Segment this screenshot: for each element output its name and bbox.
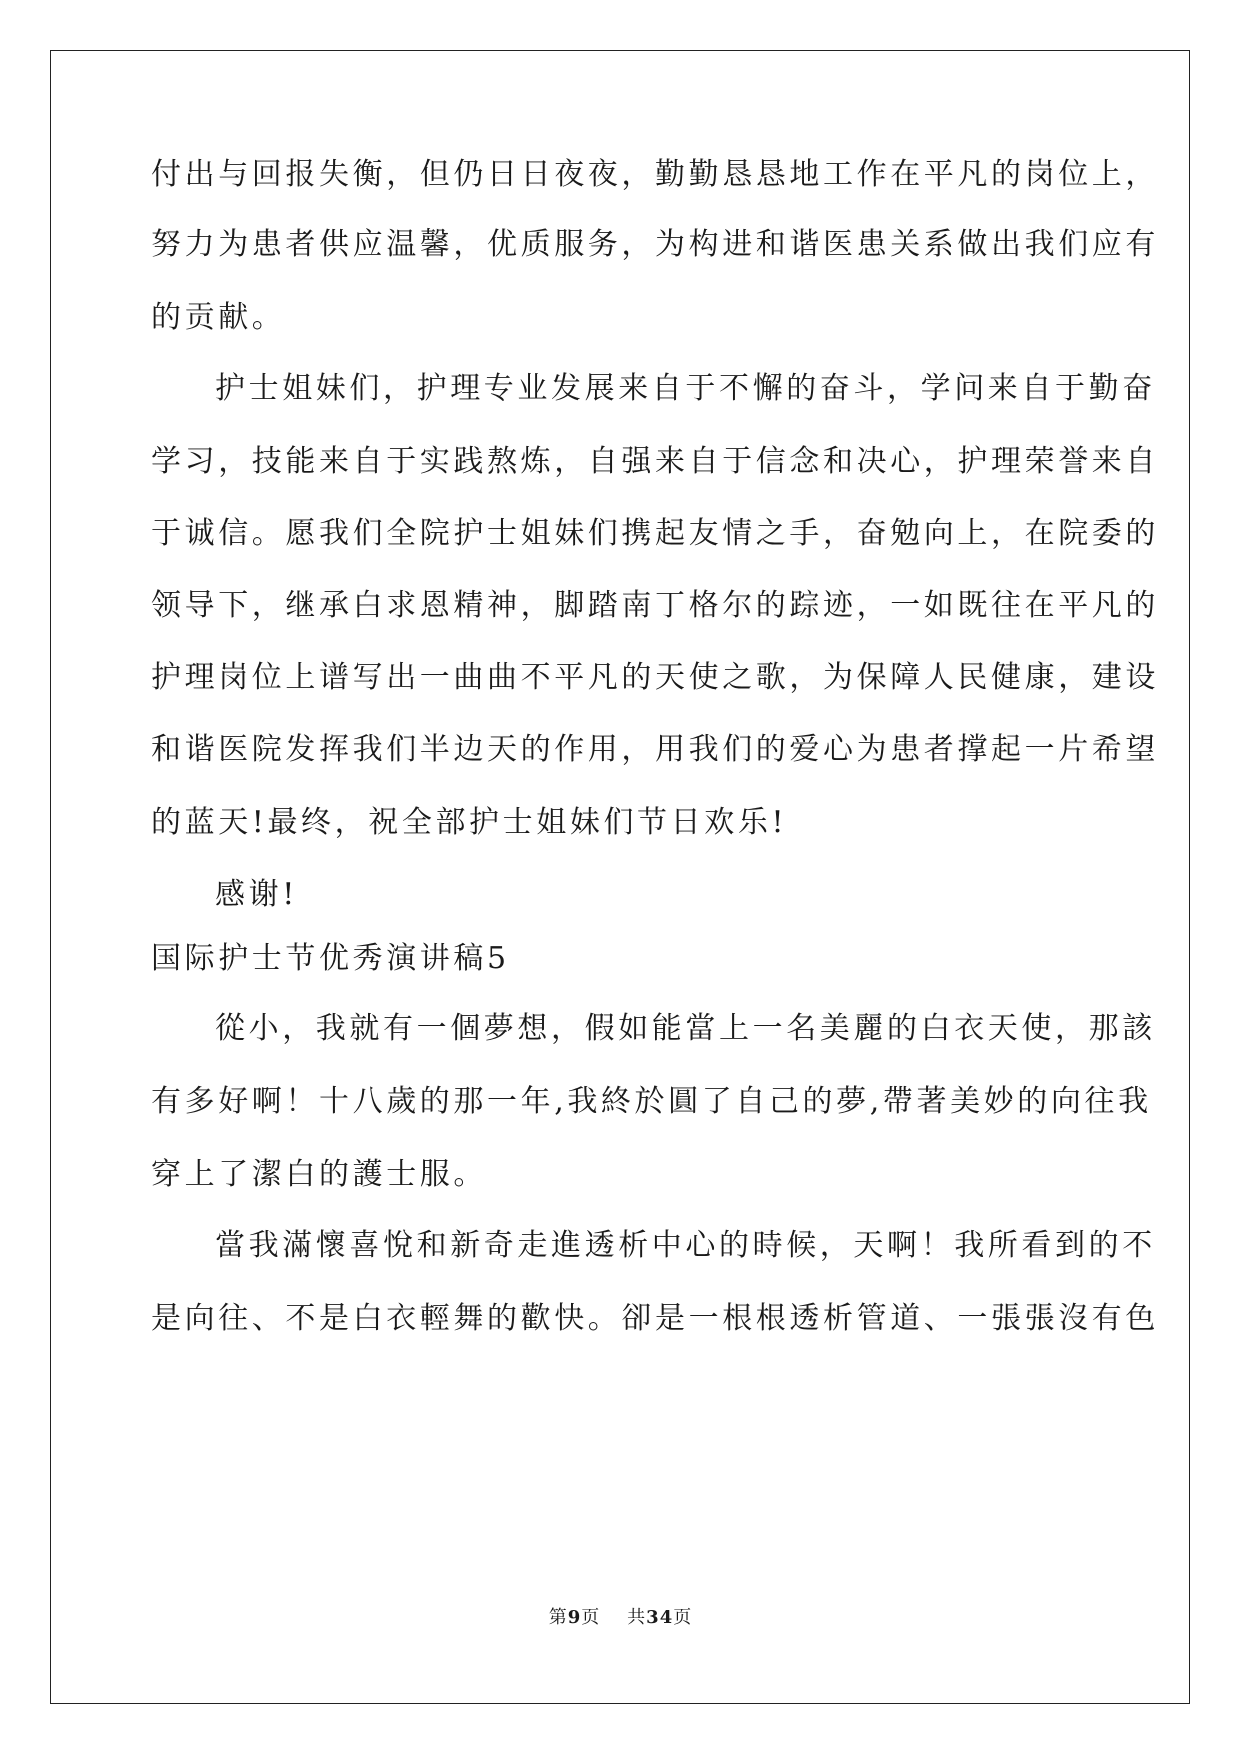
total-suffix: 页 bbox=[673, 1607, 693, 1628]
body-line: 学习，技能来自于实践熬炼，自强来自于信念和决心，护理荣誉来自 bbox=[151, 444, 1159, 479]
body-line: 付出与回报失衡，但仍日日夜夜，勤勤恳恳地工作在平凡的岗位上， bbox=[151, 157, 1159, 192]
body-line: 于诚信。愿我们全院护士姐妹们携起友情之手，奋勉向上，在院委的 bbox=[151, 516, 1159, 551]
body-line: 和谐医院发挥我们半边天的作用，用我们的爱心为患者撑起一片希望 bbox=[151, 732, 1159, 767]
paragraph-first-line: 從小，我就有一個夢想，假如能當上一名美麗的白衣天使，那該 bbox=[215, 1011, 1156, 1046]
body-line: 护理岗位上谱写出一曲曲不平凡的天使之歌，为保障人民健康，建设 bbox=[151, 660, 1159, 695]
body-line: 有多好啊！十八歲的那一年,我終於圓了自己的夢,帶著美妙的向往我 bbox=[151, 1084, 1152, 1119]
body-line: 努力为患者供应温馨，优质服务，为构进和谐医患关系做出我们应有 bbox=[151, 227, 1159, 262]
body-line: 的蓝天!最终，祝全部护士姐妹们节日欢乐! bbox=[151, 805, 788, 840]
body-line: 的贡献。 bbox=[151, 300, 286, 335]
total-pages: 34 bbox=[646, 1607, 674, 1628]
page-prefix: 第 bbox=[548, 1607, 568, 1628]
page-suffix: 页 bbox=[581, 1607, 601, 1628]
paragraph-first-line: 當我滿懷喜悅和新奇走進透析中心的時候，天啊！我所看到的不 bbox=[215, 1228, 1156, 1263]
section-heading: 国际护士节优秀演讲稿5 bbox=[151, 941, 510, 976]
total-prefix: 共 bbox=[627, 1607, 647, 1628]
body-line: 是向往、不是白衣輕舞的歡快。卻是一根根透析管道、一張張沒有色 bbox=[151, 1301, 1159, 1336]
page-number: 9 bbox=[567, 1607, 582, 1628]
body-line: 领导下，继承白求恩精神，脚踏南丁格尔的踪迹，一如既往在平凡的 bbox=[151, 588, 1159, 623]
body-line: 穿上了潔白的護士服。 bbox=[151, 1157, 487, 1192]
closing-line: 感谢! bbox=[215, 877, 298, 912]
page-footer bbox=[0, 1606, 1241, 1630]
paragraph-first-line: 护士姐妹们，护理专业发展来自于不懈的奋斗，学问来自于勤奋 bbox=[215, 371, 1156, 406]
